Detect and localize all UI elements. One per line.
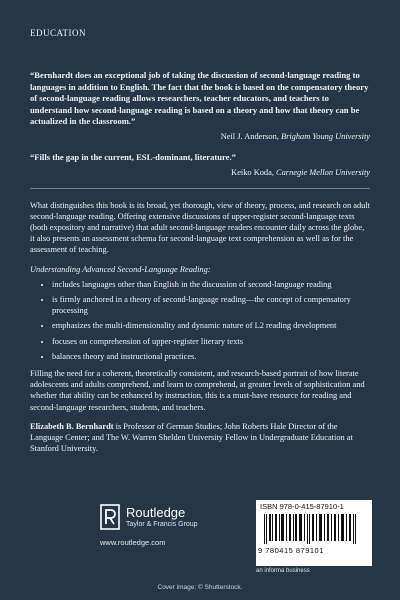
category-label: EDUCATION (30, 28, 86, 38)
endorser-name-2: Keiko Koda, (231, 167, 274, 177)
barcode-number: 9 780415 879101 (258, 546, 324, 555)
informa-label: an informa business (256, 568, 310, 574)
publisher-logo (100, 504, 198, 530)
publisher-url: www.routledge.com (100, 538, 166, 547)
endorsement-quote-1: “Bernhardt does an exceptional job of taking the discussion of second-language reading to languages in addition to English. The fact that the book is based on the compensatory theory of second-language reading allows researchers, teacher educators, and teachers to understand how second-language reading is based on a theory and how that theory can be actualized in the classroom.” (30, 70, 369, 127)
routledge-r-icon (100, 504, 120, 530)
barcode (256, 500, 372, 566)
barcode-bars (262, 514, 362, 544)
cover-footer (30, 500, 370, 572)
endorsement-attribution-2 (30, 167, 370, 178)
feature-item: • emphasizes the multi-dimensionality and dynamic nature of L2 reading development (52, 320, 370, 331)
publisher-name: Routledge (126, 504, 186, 520)
list-intro: Understanding Advanced Second-Language Reading: (30, 264, 211, 274)
author-name: Elizabeth B. Bernhardt (30, 421, 114, 431)
endorser-name-1: Neil J. Anderson, (220, 131, 279, 141)
author-bio-text: is Professor of German Studies; John Roberts Hale Director of the Language Center; and The W. Warren Shelden University Fellow in Undergraduate Education at Stanford University. (30, 421, 353, 454)
feature-item: • includes languages other than English in the discussion of second-language reading (52, 279, 370, 290)
cover-image-credit: Cover image: © Shutterstock. (157, 584, 243, 591)
author-bio (30, 421, 370, 455)
endorsement-quote-2: “Fills the gap in the current, ESL-dominant, literature.” (30, 151, 236, 162)
closing-paragraph: Filling the need for a coherent, theoretically consistent, and research-based portrait of how literate adolescents and adults comprehend, and learn to comprehend, at greater levels of sophistication and whether that ability can be enhanced by instruction, this is a must-have resource for reading and second-language researchers, students, and teachers. (30, 369, 365, 412)
feature-item: • balances theory and instructional practices. (52, 351, 370, 362)
book-description: What distinguishes this book is its broad, yet thorough, view of theory, process, and research on adult second-language reading. Offering extensive discussions of upper-register second-language texts (both expository and narrative) that adult second-language readers encounter daily across the globe, it also presents an assessment schema for second-language text comprehension as well as for the assessment of teaching. (30, 200, 370, 255)
section-divider (30, 188, 370, 189)
endorser-affiliation-2: Carnegie Mellon University (276, 167, 370, 177)
feature-item: • is firmly anchored in a theory of second-language reading—the concept of compensatory processing (52, 294, 370, 316)
publisher-subtitle: Taylor & Francis Group (126, 520, 198, 528)
feature-list (30, 279, 370, 362)
endorser-affiliation-1: Brigham Young University (280, 131, 370, 141)
isbn-label: ISBN 978-0-415-87910-1 (260, 502, 344, 511)
feature-item: • focuses on comprehension of upper-register literary texts (52, 336, 370, 347)
endorsement-attribution-1 (30, 131, 370, 142)
